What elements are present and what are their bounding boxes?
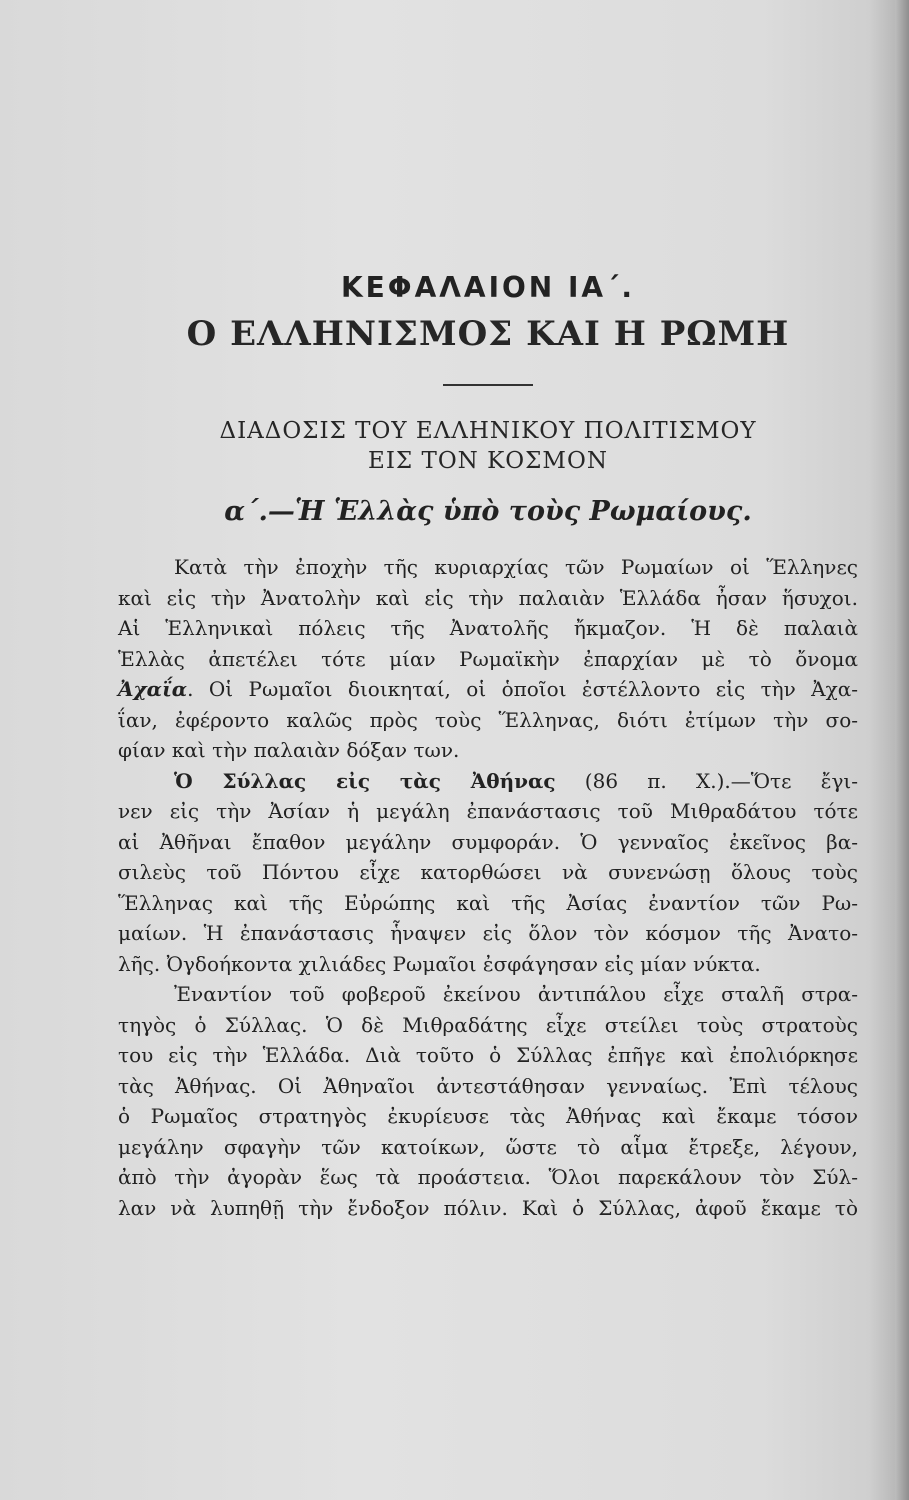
text-line-rest: . Οἱ Ρωμαῖοι διοικηταί, οἱ ὁποῖοι ἐστέλλοντο εἰς τὴν Ἀχα-	[187, 677, 858, 701]
subsection-title: α΄.—Ἡ Ἑλλὰς ὑπὸ τοὺς Ρωμαίους.	[224, 496, 752, 527]
page-content	[118, 270, 858, 1223]
text-line: Ἕλληνας καὶ τῆς Εὐρώπης καὶ τῆς Ἀσίας ἐναντίον τῶν Ρω-	[118, 890, 858, 915]
text-line: τηγὸς ὁ Σύλλας. Ὁ δὲ Μιθραδάτης εἶχε στείλει τοὺς στρατοὺς	[118, 1012, 858, 1037]
text-line-rest: (86 π. Χ.).—Ὅτε ἔγι-	[555, 768, 858, 793]
text-line: Ἑλλὰς ἀπετέλει τότε μίαν Ρωμαϊκὴν ἐπαρχίαν μὲ τὸ ὄνομα	[118, 646, 858, 671]
chapter-title: Ο ΕΛΛΗΝΙΣΜΟΣ ΚΑΙ Η ΡΩΜΗ	[186, 314, 790, 354]
term-achaia: Ἀχαΐα	[118, 677, 188, 701]
text-line: μεγάλην σφαγὴν τῶν κατοίκων, ὥστε τὸ αἷμα ἔτρεξε, λέγουν,	[118, 1134, 858, 1159]
book-spine-shadow	[895, 0, 909, 1500]
text-line: φίαν καὶ τὴν παλαιὰν δόξαν των.	[118, 738, 460, 762]
chapter-label: ΚΕΦΑΛΑΙΟΝ ΙΑ΄.	[340, 271, 636, 304]
text-line: σιλεὺς τοῦ Πόντου εἶχε κατορθώσει νὰ συνενώσῃ ὅλους τοὺς	[118, 860, 858, 884]
text-line: ἀπὸ τὴν ἀγορὰν ἕως τὰ προάστεια. Ὅλοι παρεκάλουν τὸν Σύλ-	[118, 1165, 858, 1189]
text-line: Αἱ Ἑλληνικαὶ πόλεις τῆς Ἀνατολῆς ἤκμαζον. Ἡ δὲ παλαιὰ	[118, 616, 858, 640]
text-line: του εἰς τὴν Ἑλλάδα. Διὰ τοῦτο ὁ Σύλλας ἐπῆγε καὶ ἐπολιόρκησε	[118, 1043, 858, 1067]
text-line: λῆς. Ὀγδοήκοντα χιλιάδες Ρωμαῖοι ἐσφάγησαν εἰς μίαν νύκτα.	[118, 951, 761, 976]
text-line: αἱ Ἀθῆναι ἔπαθον μεγάλην συμφοράν. Ὁ γενναῖος ἐκεῖνος βα-	[118, 829, 858, 854]
text-line	[118, 766, 858, 797]
paragraph-2	[118, 766, 858, 980]
text-line: λαν νὰ λυπηθῇ τὴν ἔνδοξον πόλιν. Καὶ ὁ Σύλλας, ἀφοῦ ἔκαμε τὸ	[118, 1195, 858, 1220]
text-line: καὶ εἰς τὴν Ἀνατολὴν καὶ εἰς τὴν παλαιὰν Ἑλλάδα ἦσαν ἥσυχοι.	[118, 585, 858, 610]
text-line: Ἐναντίον τοῦ φοβεροῦ ἐκείνου ἀντιπάλου εἶχε σταλῆ στρα-	[174, 982, 858, 1006]
text-line: μαίων. Ἡ ἐπανάστασις ἧναψεν εἰς ὅλον τὸν κόσμον τῆς Ἀνατο-	[118, 921, 858, 945]
text-line: ΐαν, ἐφέροντο καλῶς πρὸς τοὺς Ἕλληνας, διότι ἐτίμων τὴν σο-	[118, 707, 858, 732]
section-divider	[443, 384, 533, 386]
paragraph-1	[118, 552, 858, 766]
paragraph-lead: Ὁ Σύλλας εἰς τὰς Ἀθήνας	[174, 768, 556, 793]
text-line: τὰς Ἀθήνας. Οἱ Ἀθηναῖοι ἀντεστάθησαν γενναίως. Ἐπὶ τέλους	[118, 1073, 858, 1098]
text-line	[118, 674, 858, 705]
text-line: ὁ Ρωμαῖος στρατηγὸς ἐκυρίευσε τὰς Ἀθήνας καὶ ἔκαμε τόσον	[118, 1104, 858, 1128]
text-line: Κατὰ τὴν ἐποχὴν τῆς κυριαρχίας τῶν Ρωμαίων οἱ Ἕλληνες	[174, 555, 858, 579]
text-line: νεν εἰς τὴν Ἀσίαν ἡ μεγάλη ἐπανάστασις τοῦ Μιθραδάτου τότε	[118, 799, 858, 823]
paragraph-3	[118, 979, 858, 1223]
section-heading-line-2: ΕΙΣ ΤΟΝ ΚΟΣΜΟΝ	[368, 448, 608, 474]
section-heading-line-1: ΔΙΑΔΟΣΙΣ ΤΟΥ ΕΛΛΗΝΙΚΟΥ ΠΟΛΙΤΙΣΜΟΥ	[219, 418, 757, 444]
